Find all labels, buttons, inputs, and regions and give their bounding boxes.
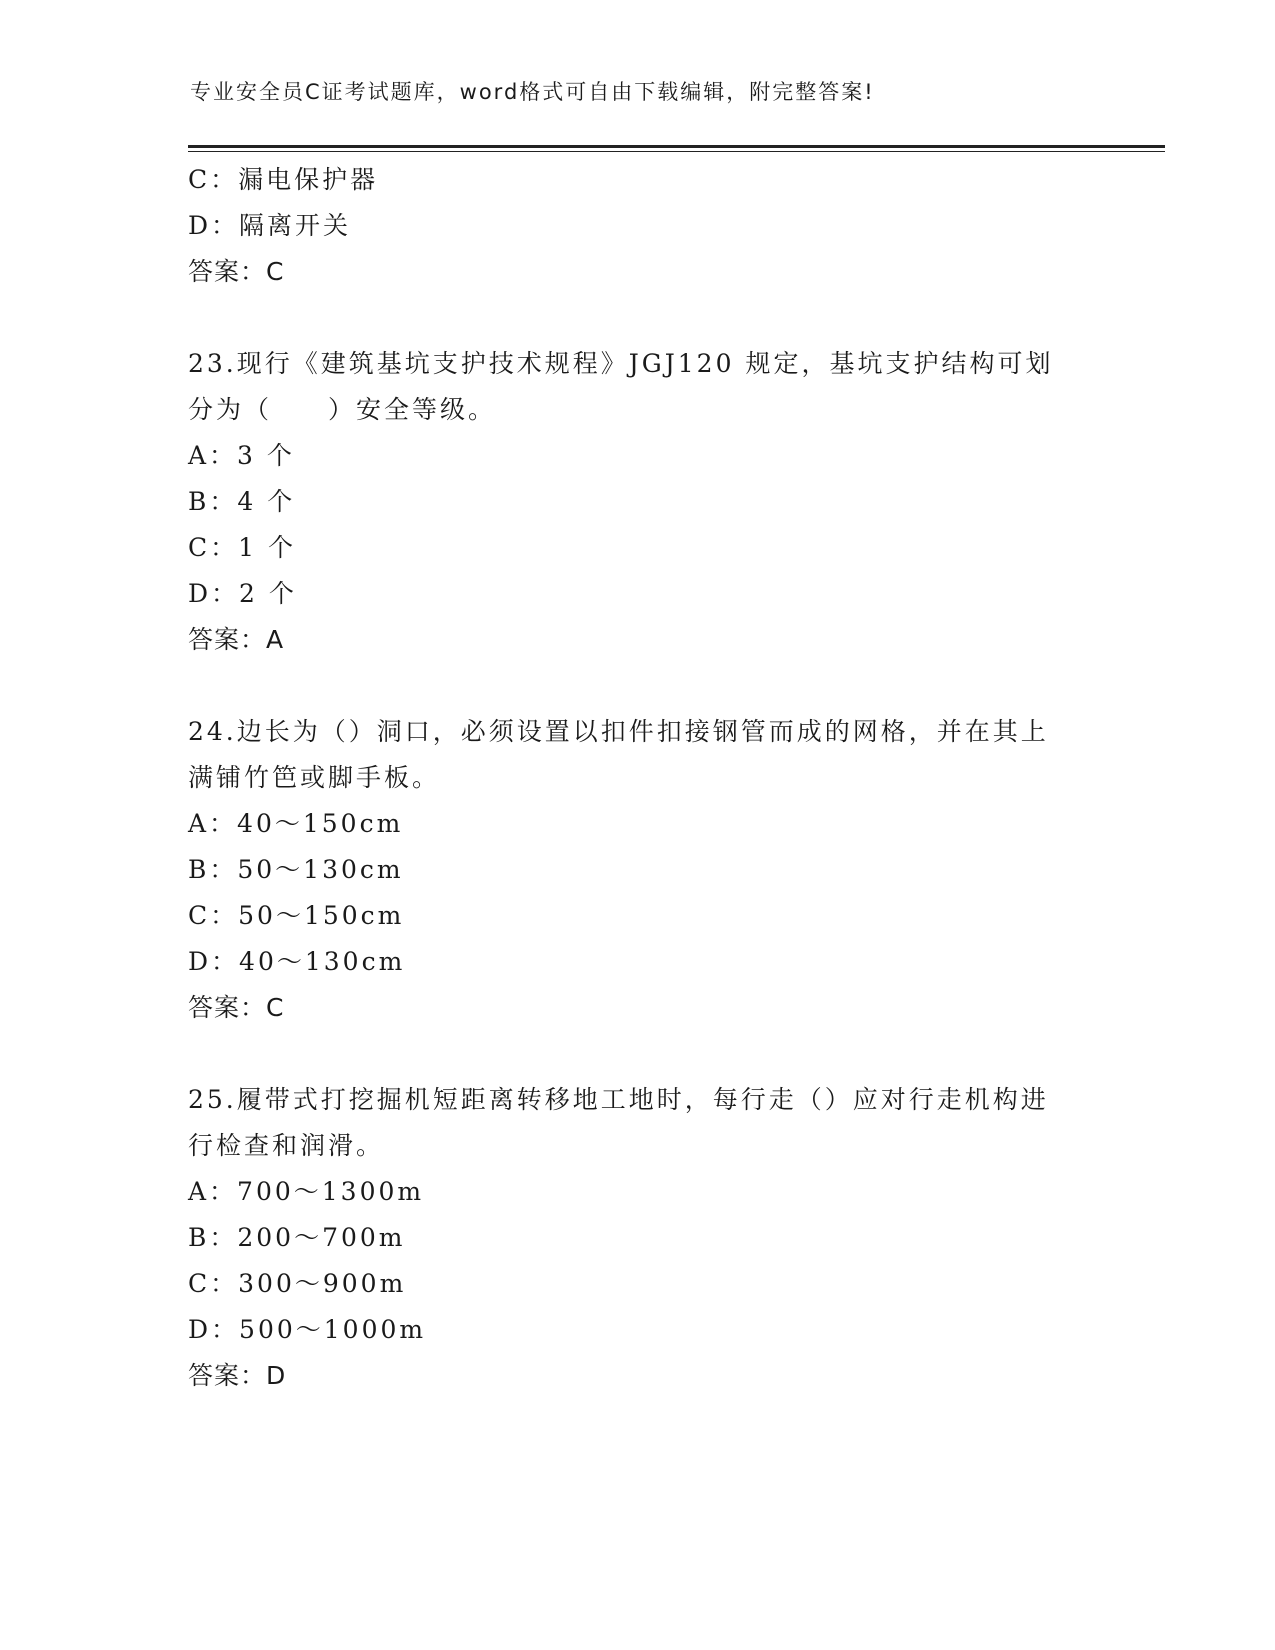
spacer bbox=[188, 1031, 1088, 1077]
answer-line: 答案：C bbox=[188, 257, 285, 286]
spacer bbox=[188, 663, 1088, 709]
option-a: A：40～150cm bbox=[188, 809, 404, 838]
question-stem-line: 分为（ ）安全等级。 bbox=[188, 395, 497, 424]
question-24 bbox=[188, 709, 1088, 1031]
option-d: D：隔离开关 bbox=[188, 211, 352, 240]
header-divider-thick bbox=[188, 145, 1165, 148]
option-c: C：50～150cm bbox=[188, 901, 405, 930]
option-c: C：1 个 bbox=[188, 533, 296, 562]
answer-line: 答案：A bbox=[188, 625, 285, 654]
question-stem-line: 25.履带式打挖掘机短距离转移地工地时，每行走（）应对行走机构进 bbox=[188, 1085, 1049, 1114]
option-c: C：300～900m bbox=[188, 1269, 407, 1298]
option-d: D：40～130cm bbox=[188, 947, 406, 976]
option-d: D：500～1000m bbox=[188, 1315, 427, 1344]
option-b: B：200～700m bbox=[188, 1223, 406, 1252]
question-stem-line: 24.边长为（）洞口，必须设置以扣件扣接钢管而成的网格，并在其上 bbox=[188, 717, 1049, 746]
answer-line: 答案：C bbox=[188, 993, 285, 1022]
document-body bbox=[188, 157, 1088, 1399]
question-25 bbox=[188, 1077, 1088, 1399]
header-divider-thin bbox=[188, 151, 1165, 152]
option-c: C：漏电保护器 bbox=[188, 165, 379, 194]
question-23 bbox=[188, 341, 1088, 663]
question-stem-line: 23.现行《建筑基坑支护技术规程》JGJ120 规定，基坑支护结构可划 bbox=[188, 349, 1054, 378]
option-b: B：50～130cm bbox=[188, 855, 404, 884]
page-header: 专业安全员C证考试题库，word格式可自由下载编辑，附完整答案! bbox=[190, 80, 875, 104]
question-stem-line: 满铺竹笆或脚手板。 bbox=[188, 763, 441, 792]
option-d: D：2 个 bbox=[188, 579, 297, 608]
spacer bbox=[188, 295, 1088, 341]
answer-line: 答案：D bbox=[188, 1361, 287, 1390]
option-a: A：3 个 bbox=[188, 441, 295, 470]
prev-question-block bbox=[188, 157, 1088, 295]
option-a: A：700～1300m bbox=[188, 1177, 425, 1206]
question-stem-line: 行检查和润滑。 bbox=[188, 1131, 385, 1160]
option-b: B：4 个 bbox=[188, 487, 296, 516]
